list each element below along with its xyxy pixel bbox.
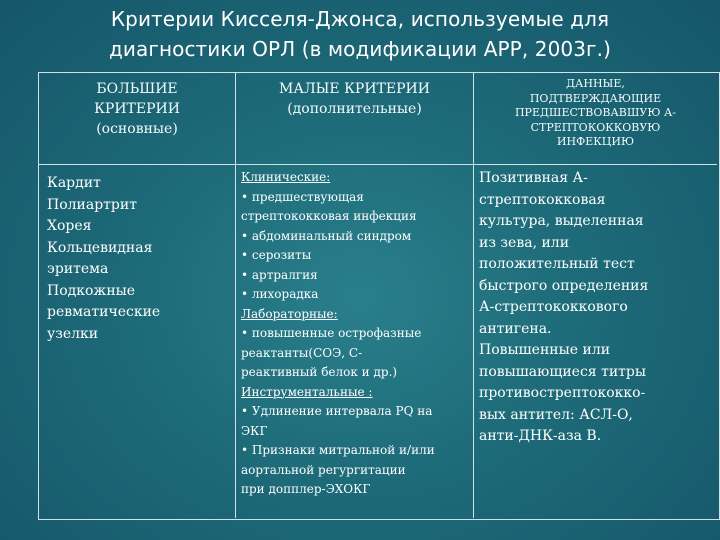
slide-title (40, 4, 680, 64)
list-item: антигена. (479, 320, 552, 337)
list-item: вых антител: АСЛ-О, (479, 406, 633, 423)
list-item: Кольцевидная (47, 239, 153, 256)
list-item: • Удлинение интервала PQ на (241, 404, 433, 418)
header-minor-criteria (236, 73, 474, 165)
title-line: Критерии Кисселя-Джонса, используемые для (110, 7, 610, 31)
list-item: • абдоминальный синдром (241, 228, 412, 243)
header-text: ИНФЕКЦИЮ (556, 135, 635, 148)
section-heading: Клинические: (241, 170, 331, 184)
header-text: (основные) (96, 121, 178, 137)
list-item: повышающиеся титры (479, 363, 647, 380)
list-item: аортальной регургитации (241, 462, 406, 477)
header-text: ПОДТВЕРЖДАЮЩИЕ (529, 91, 662, 105)
list-item: из зева, или (479, 234, 570, 251)
list-item: противострептококко- (479, 385, 646, 401)
minor-criteria-list (236, 165, 474, 518)
section-heading: Инструментальные : (241, 384, 373, 399)
title-line: диагностики ОРЛ (в модификации APP, 2003г.) (108, 37, 612, 61)
list-item: • Признаки митральной и/или (241, 443, 435, 457)
list-item: Хорея (47, 218, 92, 234)
header-text: ПРЕДШЕСТВОВАВШУЮ А- (514, 106, 677, 119)
list-item: культура, выделенная (479, 213, 644, 229)
list-item: эритема (47, 261, 109, 277)
header-text: (дополнительные) (287, 101, 422, 117)
list-item: узелки (47, 325, 99, 342)
header-streptococcal-evidence (474, 73, 717, 165)
list-item: Полиартрит (47, 196, 137, 213)
header-text: ДАННЫЕ, (566, 77, 625, 90)
list-item: • лихорадка (241, 287, 319, 301)
list-item: стрептококковая (479, 191, 606, 208)
list-item: Повышенные или (479, 342, 611, 358)
list-item: при допплер-ЭХОКГ (241, 482, 371, 496)
list-item: А-стрептококкового (479, 299, 628, 315)
list-item: • серозиты (241, 248, 312, 262)
list-item: • повышенные острофазные (241, 326, 422, 340)
header-text: БОЛЬШИЕ (96, 81, 178, 97)
list-item: положительный тест (479, 256, 635, 272)
header-text: СТРЕПТОКОККОВУЮ (530, 120, 661, 134)
list-item: ЭКГ (241, 423, 268, 438)
list-item: Позитивная А- (479, 170, 588, 186)
list-item: стрептококковая инфекция (241, 209, 417, 223)
header-text: МАЛЫЕ КРИТЕРИИ (279, 81, 430, 97)
evidence-list (474, 165, 717, 518)
list-item: Подкожные (47, 282, 136, 299)
list-item: ревматические (47, 304, 161, 320)
list-item: • артралгия (241, 267, 318, 282)
section-heading: Лабораторные: (241, 306, 338, 321)
major-criteria-list (39, 165, 236, 518)
header-major-criteria (39, 73, 236, 165)
criteria-table (38, 72, 720, 520)
list-item: • предшествующая (241, 189, 364, 204)
list-item: реактанты(СОЭ, С- (241, 345, 363, 360)
list-item: реактивный белок и др.) (241, 365, 398, 379)
list-item: анти-ДНК-аза В. (479, 428, 602, 444)
list-item: быстрого определения (479, 277, 649, 294)
header-text: КРИТЕРИИ (94, 101, 180, 117)
list-item: Кардит (47, 175, 101, 191)
